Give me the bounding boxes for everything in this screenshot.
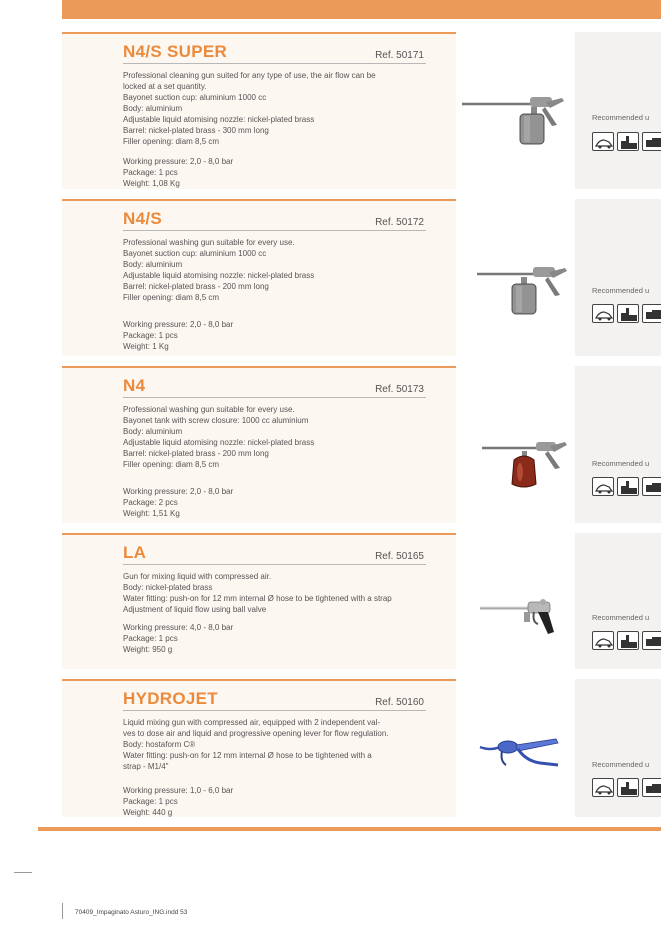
product-card bbox=[62, 32, 456, 189]
description-line: ves to dose air and liquid and progressive opening lever for flow regulation. bbox=[123, 729, 389, 738]
product-description bbox=[123, 70, 433, 147]
spec-line: Package: 1 pcs bbox=[123, 797, 178, 806]
spec-line: Weight: 1 Kg bbox=[123, 342, 169, 351]
product-title: LA bbox=[123, 543, 147, 562]
spec-line: Working pressure: 2,0 - 8,0 bar bbox=[123, 320, 234, 329]
description-line: Adjustment of liquid flow using ball valve bbox=[123, 605, 267, 614]
crop-mark bbox=[14, 872, 32, 873]
description-line: Body: aluminium bbox=[123, 427, 183, 436]
product-title: HYDROJET bbox=[123, 689, 218, 708]
title-divider bbox=[123, 564, 426, 565]
recommended-use-panel bbox=[575, 199, 661, 356]
spec-line: Weight: 1,08 Kg bbox=[123, 179, 180, 188]
description-line: Filler opening: diam 8,5 cm bbox=[123, 293, 220, 302]
product-specs bbox=[123, 319, 233, 352]
description-line: Barrel: nickel-plated brass - 200 mm long bbox=[123, 449, 269, 458]
product-specs bbox=[123, 622, 233, 655]
spec-line: Package: 1 pcs bbox=[123, 331, 178, 340]
title-divider bbox=[123, 397, 426, 398]
recommended-use-panel bbox=[575, 679, 661, 817]
description-line: Body: aluminium bbox=[123, 260, 183, 269]
spec-line: Package: 1 pcs bbox=[123, 168, 178, 177]
hydrojet-gun-image bbox=[478, 733, 563, 773]
title-divider bbox=[123, 710, 426, 711]
description-line: Body: aluminium bbox=[123, 104, 183, 113]
car-wash-icon bbox=[592, 304, 614, 323]
description-line: Professional washing gun suitable for every use. bbox=[123, 405, 295, 414]
description-line: Adjustable liquid atomising nozzle: nickel-plated brass bbox=[123, 115, 315, 124]
description-line: Water fitting: push-on for 12 mm internal Ø hose to be tightened with a bbox=[123, 751, 372, 760]
factory-icon bbox=[617, 132, 639, 151]
recommended-use-label: Recommended u bbox=[592, 459, 650, 468]
spray-gun-tank-image bbox=[480, 438, 570, 490]
spec-line: Working pressure: 4,0 - 8,0 bar bbox=[123, 623, 234, 632]
product-specs bbox=[123, 486, 233, 519]
product-description bbox=[123, 237, 433, 303]
spec-line: Weight: 950 g bbox=[123, 645, 173, 654]
truck-icon bbox=[642, 631, 661, 650]
description-line: Professional washing gun suitable for every use. bbox=[123, 238, 295, 247]
factory-icon bbox=[617, 477, 639, 496]
recommended-use-label: Recommended u bbox=[592, 760, 650, 769]
description-line: Filler opening: diam 8,5 cm bbox=[123, 137, 220, 146]
product-description bbox=[123, 717, 433, 772]
product-ref: Ref. 50171 bbox=[375, 50, 424, 61]
truck-icon bbox=[642, 477, 661, 496]
spray-gun-suction-cup-image bbox=[460, 92, 570, 150]
product-ref: Ref. 50172 bbox=[375, 217, 424, 228]
truck-icon bbox=[642, 132, 661, 151]
description-line: Barrel: nickel-plated brass - 200 mm long bbox=[123, 282, 269, 291]
factory-icon bbox=[617, 304, 639, 323]
title-divider bbox=[123, 230, 426, 231]
product-card bbox=[62, 199, 456, 356]
description-line: Filler opening: diam 8,5 cm bbox=[123, 460, 220, 469]
product-card bbox=[62, 533, 456, 669]
recommended-use-label: Recommended u bbox=[592, 113, 650, 122]
bottom-accent-line bbox=[38, 827, 661, 831]
product-ref: Ref. 50173 bbox=[375, 384, 424, 395]
description-line: Adjustable liquid atomising nozzle: nickel-plated brass bbox=[123, 271, 315, 280]
liquid-mixing-gun-image bbox=[478, 596, 563, 642]
recommended-use-panel bbox=[575, 533, 661, 669]
product-card bbox=[62, 679, 456, 817]
top-accent-band bbox=[62, 0, 661, 19]
product-title: N4/S SUPER bbox=[123, 42, 228, 61]
spec-line: Weight: 440 g bbox=[123, 808, 173, 817]
product-specs bbox=[123, 156, 233, 189]
car-wash-icon bbox=[592, 477, 614, 496]
car-wash-icon bbox=[592, 132, 614, 151]
car-wash-icon bbox=[592, 778, 614, 797]
product-ref: Ref. 50160 bbox=[375, 697, 424, 708]
truck-icon bbox=[642, 304, 661, 323]
footer-file-label: 70409_Impaginato Asturo_ING.indd 53 bbox=[75, 909, 188, 916]
description-line: Gun for mixing liquid with compressed air. bbox=[123, 572, 272, 581]
spray-gun-suction-cup-image bbox=[475, 262, 570, 317]
spec-line: Working pressure: 2,0 - 8,0 bar bbox=[123, 157, 234, 166]
recommended-use-panel bbox=[575, 32, 661, 189]
product-ref: Ref. 50165 bbox=[375, 551, 424, 562]
description-line: Bayonet tank with screw closure: 1000 cc aluminium bbox=[123, 416, 309, 425]
truck-icon bbox=[642, 778, 661, 797]
description-line: Body: nickel-plated brass bbox=[123, 583, 213, 592]
spec-line: Working pressure: 1,0 - 6,0 bar bbox=[123, 786, 234, 795]
description-line: Water fitting: push-on for 12 mm internal Ø hose to be tightened with a strap bbox=[123, 594, 392, 603]
recommended-use-panel bbox=[575, 366, 661, 523]
recommended-use-label: Recommended u bbox=[592, 613, 650, 622]
description-line: Body: hostaform C® bbox=[123, 740, 196, 749]
description-line: strap - M1/4" bbox=[123, 762, 169, 771]
spec-line: Package: 2 pcs bbox=[123, 498, 178, 507]
description-line: locked at a set quantity. bbox=[123, 82, 207, 91]
description-line: Professional cleaning gun suited for any type of use, the air flow can be bbox=[123, 71, 376, 80]
recommended-use-label: Recommended u bbox=[592, 286, 650, 295]
factory-icon bbox=[617, 631, 639, 650]
factory-icon bbox=[617, 778, 639, 797]
description-line: Bayonet suction cup: aluminium 1000 cc bbox=[123, 93, 267, 102]
car-wash-icon bbox=[592, 631, 614, 650]
product-description bbox=[123, 404, 433, 470]
description-line: Liquid mixing gun with compressed air, equipped with 2 independent val- bbox=[123, 718, 381, 727]
description-line: Bayonet suction cup: aluminium 1000 cc bbox=[123, 249, 267, 258]
product-title: N4 bbox=[123, 376, 146, 395]
description-line: Adjustable liquid atomising nozzle: nickel-plated brass bbox=[123, 438, 315, 447]
product-card bbox=[62, 366, 456, 523]
product-specs bbox=[123, 785, 233, 818]
spec-line: Weight: 1,51 Kg bbox=[123, 509, 180, 518]
footer-divider bbox=[62, 903, 63, 919]
product-description bbox=[123, 571, 433, 615]
title-divider bbox=[123, 63, 426, 64]
product-title: N4/S bbox=[123, 209, 162, 228]
description-line: Barrel: nickel-plated brass - 300 mm long bbox=[123, 126, 269, 135]
spec-line: Working pressure: 2,0 - 8,0 bar bbox=[123, 487, 234, 496]
spec-line: Package: 1 pcs bbox=[123, 634, 178, 643]
